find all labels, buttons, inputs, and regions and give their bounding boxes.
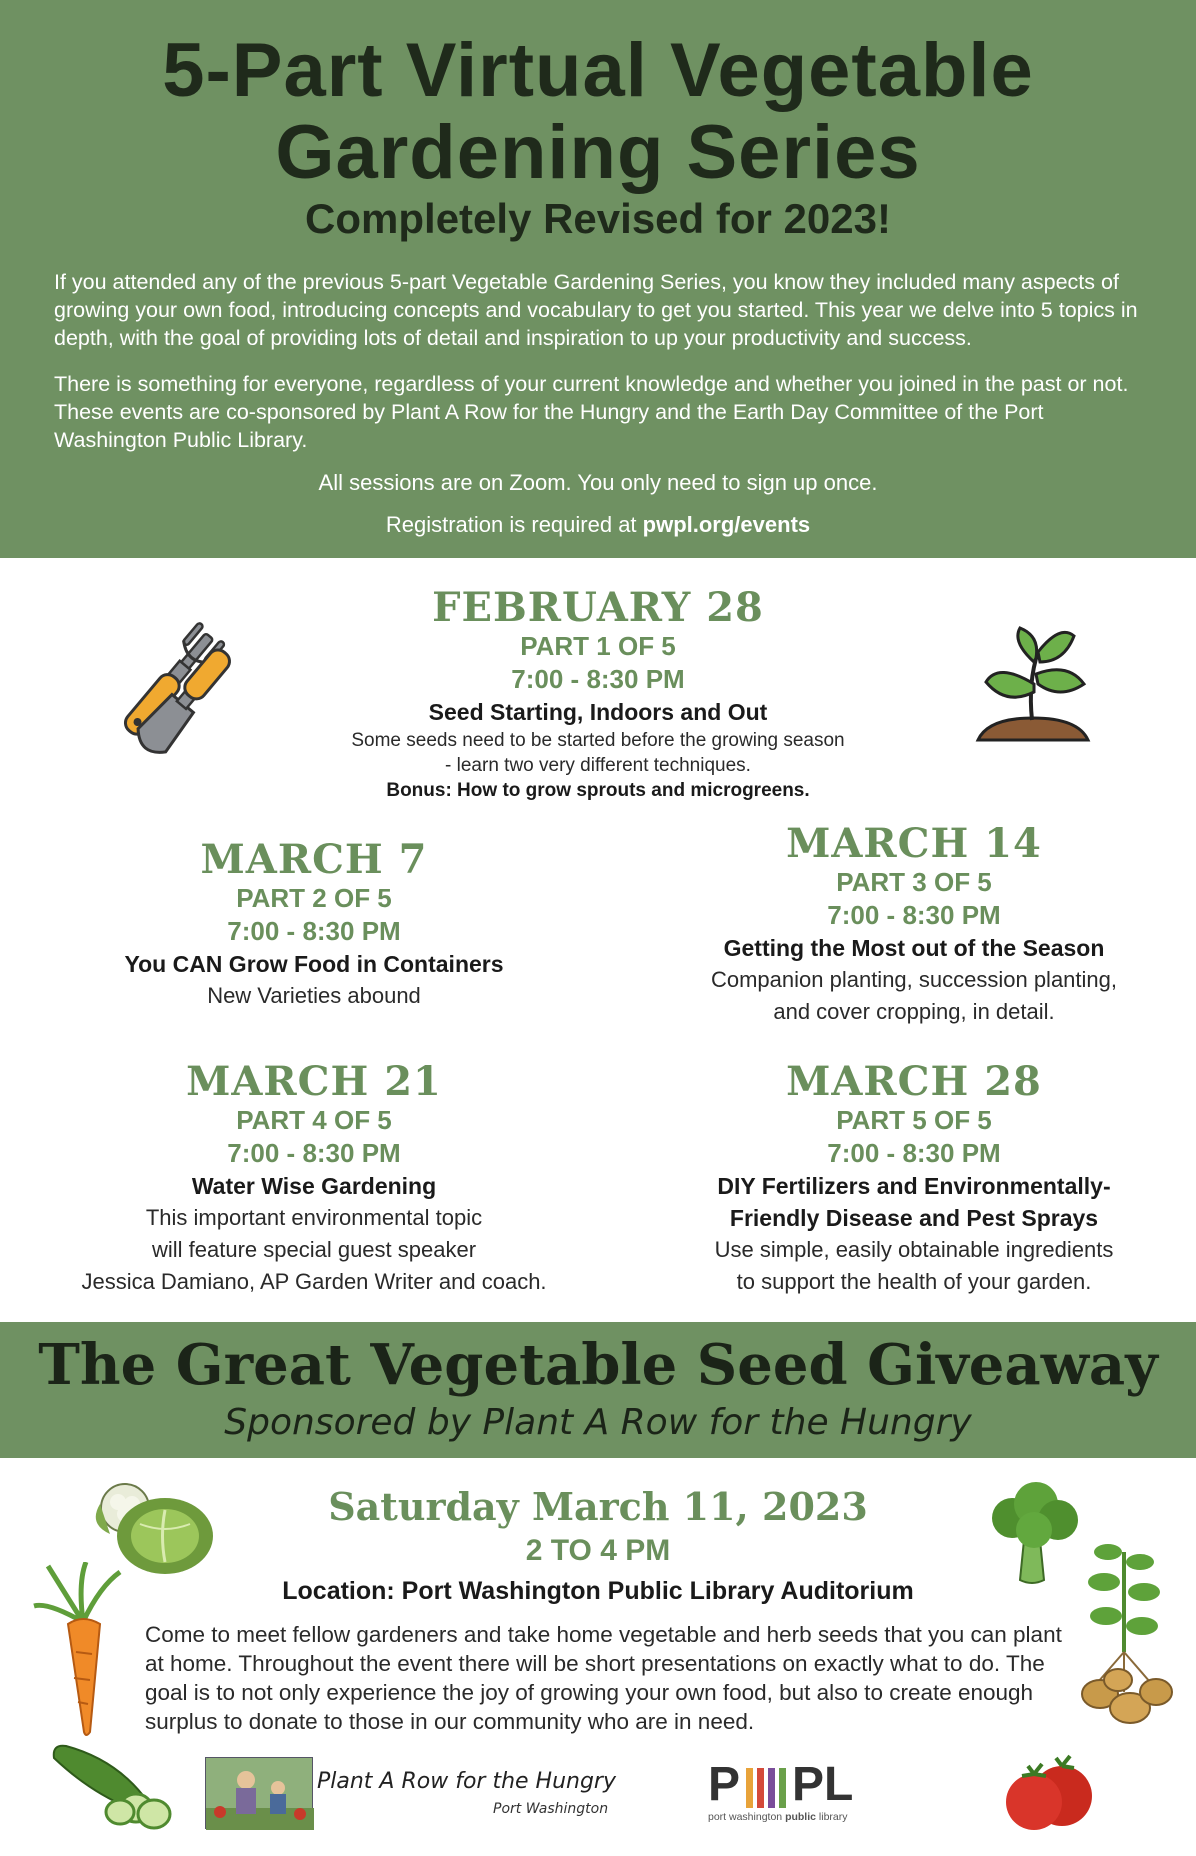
session-time: 7:00 - 8:30 PM [227,1138,401,1168]
pwpl-bar [746,1768,753,1808]
pwpl-letter: P [708,1758,741,1811]
plant-a-row-name: Plant A Row for the Hungry [317,1769,616,1794]
session-bonus: Bonus: How to grow sprouts and microgreens. [386,780,810,801]
intro-paragraph-1: If you attended any of the previous 5-part Vegetable Gardening Series, you know they included many aspects of growing your own food, introducing concepts and vocabulary to get you started. This year we delve into 5 topics in depth, with the goal of providing lots of detail and inspiration to up your productivity and success. [54,270,1138,350]
seedling-icon [968,622,1098,757]
plant-a-row-logo [205,1757,635,1829]
giveaway-time: 2 TO 4 PM [525,1534,671,1567]
potato-plant-icon [1068,1532,1180,1742]
giveaway-location: Location: Port Washington Public Library Auditorium [282,1577,914,1605]
session-date: MARCH 14 [786,820,1042,867]
giveaway-band [0,1322,1196,1458]
pwpl-letters: PL [792,1758,854,1811]
carrot-icon [28,1562,138,1742]
session-desc-line: This important environmental topic [145,1205,483,1230]
session-part: PART 2 OF 5 [236,883,392,913]
title-line-1: 5-Part Virtual Vegetable [162,28,1034,113]
pwpl-tagline [708,1811,878,1823]
session-date: MARCH 21 [186,1058,442,1105]
session-part: PART 4 OF 5 [236,1105,392,1135]
session-desc-line: Companion planting, succession planting, [710,967,1118,992]
pwpl-logo [708,1758,878,1823]
session-title: Getting the Most out of the Season [723,935,1105,961]
registration-prefix: Registration is required at [385,512,643,537]
title-part: Grow Food in Containers [222,951,504,977]
registration-link[interactable]: pwpl.org/events [642,512,811,537]
tag-part: library [815,1811,848,1823]
session-title: Seed Starting, Indoors and Out [428,699,768,725]
session-1 [298,586,898,804]
garden-tools-icon [84,612,244,772]
session-desc-line: and cover cropping, in detail. [773,999,1055,1024]
session-desc-line: Jessica Damiano, AP Garden Writer and coach. [81,1269,547,1294]
cucumber-icon [48,1740,178,1830]
tomato-icon [1000,1752,1096,1832]
session-desc-line: - learn two very different techniques. [445,755,751,776]
registration-note [0,512,1196,538]
session-title: DIY Fertilizers and Environmentally- [717,1173,1111,1199]
title-emphasis: CAN [172,951,223,977]
session-time: 7:00 - 8:30 PM [511,664,685,694]
plant-a-row-illustration [205,1757,313,1829]
session-time: 7:00 - 8:30 PM [227,916,401,946]
session-desc-line: will feature special guest speaker [151,1237,477,1262]
session-date: FEBRUARY 28 [432,584,764,631]
pwpl-wordmark [708,1758,878,1811]
session-date: MARCH 7 [200,836,428,883]
session-part: PART 1 OF 5 [520,631,676,661]
tag-part: port washington [708,1811,786,1823]
header-band [0,0,1196,558]
session-date: MARCH 28 [786,1058,1042,1105]
session-time: 7:00 - 8:30 PM [827,1138,1001,1168]
zoom-note: All sessions are on Zoom. You only need to sign up once. [318,470,878,495]
intro-paragraph-2: There is something for everyone, regardless of your current knowledge and whether you joined in the past or not. These events are co-sponsored by Plant A Row for the Hungry and the Earth Day Committee of the Port Washington Public Library. [54,372,1129,452]
session-time: 7:00 - 8:30 PM [827,900,1001,930]
subtitle: Completely Revised for 2023! [305,195,891,242]
pwpl-bar [779,1768,786,1808]
page-title [0,30,1196,194]
session-title [64,948,564,980]
session-desc-line: Some seeds need to be started before the growing season [351,730,845,751]
session-5 [654,1060,1174,1298]
session-desc-line: New Varieties abound [207,983,421,1008]
session-desc-line: Use simple, easily obtainable ingredients [714,1237,1114,1262]
giveaway-sponsor: Sponsored by Plant A Row for the Hungry [224,1402,972,1443]
session-3 [654,822,1174,1028]
tag-emphasis: public [785,1811,816,1823]
session-2 [64,838,564,1012]
session-part: PART 5 OF 5 [836,1105,992,1135]
giveaway-description: Come to meet fellow gardeners and take home vegetable and herb seeds that you can plant at home. Throughout the event there will be short presentations on exactly what to do. The goal is to not only experience the joy of growing your own food, but also to create enough surplus to donate to those in our community who are in need. [145,1622,1062,1734]
giveaway-date: Saturday March 11, 2023 [328,1484,868,1529]
plant-a-row-location: Port Washington [493,1801,609,1817]
pwpl-bar [768,1768,775,1808]
session-4 [44,1060,584,1298]
title-part: You [124,951,173,977]
giveaway-title: The Great Vegetable Seed Giveaway [38,1332,1158,1398]
title-line-2: Gardening Series [275,110,921,195]
session-part: PART 3 OF 5 [836,867,992,897]
session-desc-line: to support the health of your garden. [736,1269,1092,1294]
session-title: Friendly Disease and Pest Sprays [729,1205,1099,1231]
session-title: Water Wise Gardening [191,1173,437,1199]
pwpl-color-bars [746,1768,786,1808]
pwpl-bar [757,1768,764,1808]
